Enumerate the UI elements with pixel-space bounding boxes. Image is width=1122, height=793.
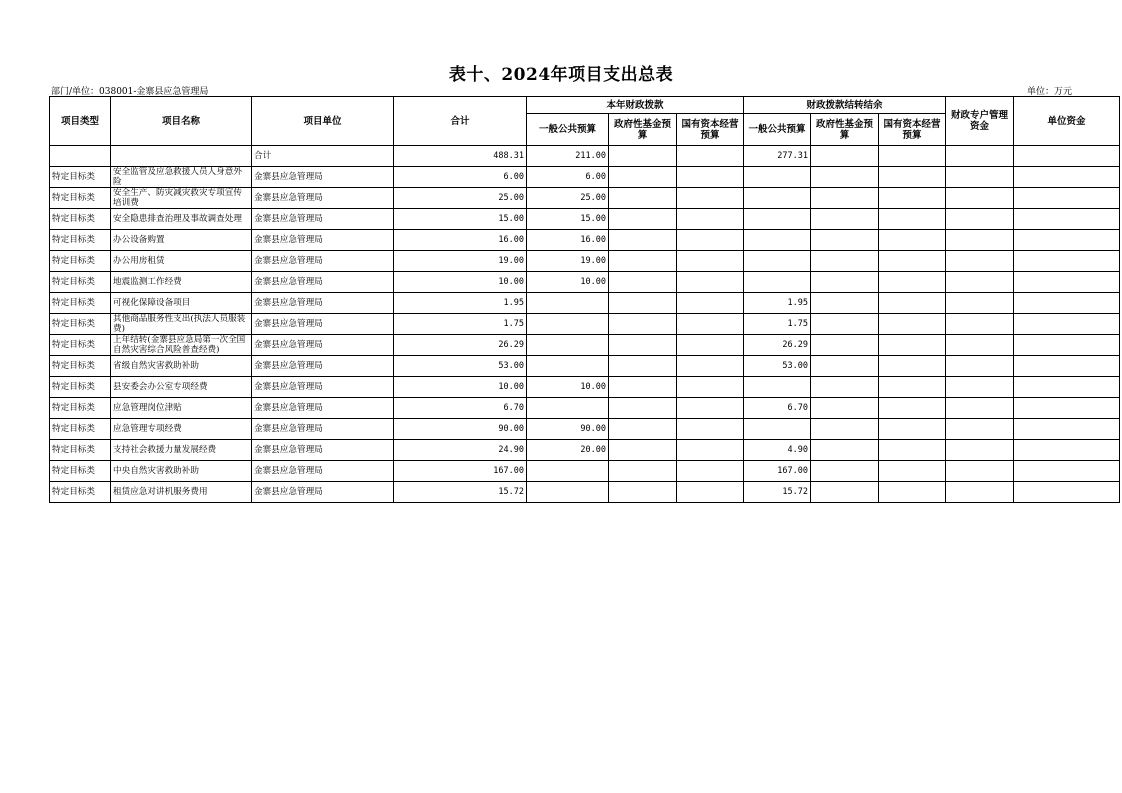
cell-org: 金寨县应急管理局: [252, 188, 394, 209]
cell-general: [527, 398, 609, 419]
cell-state-capital: [677, 167, 744, 188]
cell-org: 金寨县应急管理局: [252, 314, 394, 335]
cell-carry-general: 4.90: [744, 440, 811, 461]
cell-unit-fund: [1014, 314, 1120, 335]
cell-total: 10.00: [394, 272, 527, 293]
cell-special: [946, 440, 1014, 461]
cell-name: 办公用房租赁: [111, 251, 252, 272]
cell-general: [527, 314, 609, 335]
header-gov-fund: 政府性基金预算: [609, 114, 677, 146]
table-row: [50, 314, 1120, 335]
table-row: [50, 293, 1120, 314]
department-label: 部门/单位：038001-金寨县应急管理局: [51, 87, 209, 97]
cell-general: [527, 356, 609, 377]
cell-general: 19.00: [527, 251, 609, 272]
cell-org: 金寨县应急管理局: [252, 209, 394, 230]
cell-general: 16.00: [527, 230, 609, 251]
cell-carry-gov-fund: [811, 167, 879, 188]
table-row: [50, 461, 1120, 482]
cell-type: 特定目标类: [50, 356, 111, 377]
cell-unit-fund: [1014, 146, 1120, 167]
cell-carry-gov-fund: [811, 482, 879, 503]
cell-unit-fund: [1014, 419, 1120, 440]
cell-org: 金寨县应急管理局: [252, 377, 394, 398]
cell-gov-fund: [609, 440, 677, 461]
cell-type: 特定目标类: [50, 398, 111, 419]
cell-carry-state-capital: [879, 356, 946, 377]
header-carry-gov-fund: 政府性基金预算: [811, 114, 879, 146]
cell-total: 26.29: [394, 335, 527, 356]
table-row: [50, 188, 1120, 209]
cell-total: 6.00: [394, 167, 527, 188]
cell-gov-fund: [609, 146, 677, 167]
cell-carry-gov-fund: [811, 335, 879, 356]
cell-state-capital: [677, 146, 744, 167]
cell-carry-general: [744, 209, 811, 230]
cell-state-capital: [677, 188, 744, 209]
table-row: [50, 482, 1120, 503]
cell-unit-fund: [1014, 251, 1120, 272]
cell-name: 支持社会救援力量发展经费: [111, 440, 252, 461]
cell-general: 20.00: [527, 440, 609, 461]
cell-total: 15.00: [394, 209, 527, 230]
cell-carry-general: 15.72: [744, 482, 811, 503]
header-special: 财政专户管理资金: [946, 97, 1014, 146]
cell-carry-gov-fund: [811, 398, 879, 419]
cell-carry-state-capital: [879, 440, 946, 461]
cell-special: [946, 461, 1014, 482]
cell-gov-fund: [609, 461, 677, 482]
cell-gov-fund: [609, 314, 677, 335]
cell-carry-gov-fund: [811, 209, 879, 230]
cell-name: 办公设备购置: [111, 230, 252, 251]
cell-state-capital: [677, 461, 744, 482]
cell-carry-state-capital: [879, 251, 946, 272]
cell-state-capital: [677, 314, 744, 335]
table-row: [50, 419, 1120, 440]
cell-name: 安全隐患排查治理及事故调查处理: [111, 209, 252, 230]
table-row: [50, 377, 1120, 398]
cell-gov-fund: [609, 209, 677, 230]
cell-type: 特定目标类: [50, 272, 111, 293]
cell-unit-fund: [1014, 356, 1120, 377]
cell-carry-state-capital: [879, 398, 946, 419]
cell-type: 特定目标类: [50, 293, 111, 314]
cell-total: 10.00: [394, 377, 527, 398]
cell-special: [946, 167, 1014, 188]
table-row: [50, 230, 1120, 251]
cell-org: 金寨县应急管理局: [252, 272, 394, 293]
cell-carry-general: [744, 167, 811, 188]
cell-type: 特定目标类: [50, 230, 111, 251]
cell-carry-general: 26.29: [744, 335, 811, 356]
cell-gov-fund: [609, 398, 677, 419]
cell-name: 中央自然灾害救助补助: [111, 461, 252, 482]
table-row: [50, 272, 1120, 293]
cell-general: 10.00: [527, 377, 609, 398]
cell-unit-fund: [1014, 461, 1120, 482]
cell-type: 特定目标类: [50, 461, 111, 482]
total-label: 合计: [252, 146, 394, 167]
cell-type: 特定目标类: [50, 377, 111, 398]
total-value: 488.31: [394, 146, 527, 167]
cell-state-capital: [677, 398, 744, 419]
table-row: [50, 251, 1120, 272]
cell-carry-gov-fund: [811, 440, 879, 461]
cell-general: 10.00: [527, 272, 609, 293]
header-total: 合计: [394, 97, 527, 146]
cell-carry-gov-fund: [811, 293, 879, 314]
cell-carry-gov-fund: [811, 314, 879, 335]
cell-org: 金寨县应急管理局: [252, 251, 394, 272]
cell-special: [946, 398, 1014, 419]
cell-type: 特定目标类: [50, 419, 111, 440]
cell-special: [946, 272, 1014, 293]
cell-state-capital: [677, 230, 744, 251]
cell-carry-general: [744, 230, 811, 251]
cell-carry-state-capital: [879, 188, 946, 209]
cell-name: 应急管理专项经费: [111, 419, 252, 440]
cell-name: 上年结转(金寨县应急局第一次全国自然灾害综合风险普查经费): [111, 335, 252, 356]
cell-type: 特定目标类: [50, 167, 111, 188]
cell-type: 特定目标类: [50, 314, 111, 335]
cell-special: [946, 146, 1014, 167]
cell-state-capital: [677, 209, 744, 230]
cell-total: 90.00: [394, 419, 527, 440]
cell-name: 省级自然灾害救助补助: [111, 356, 252, 377]
cell-special: [946, 356, 1014, 377]
header-general: 一般公共预算: [527, 114, 609, 146]
cell-carry-general: [744, 377, 811, 398]
cell-unit-fund: [1014, 377, 1120, 398]
cell-org: 金寨县应急管理局: [252, 398, 394, 419]
cell-unit-fund: [1014, 335, 1120, 356]
cell-name: 租赁应急对讲机服务费用: [111, 482, 252, 503]
cell-gov-fund: [609, 188, 677, 209]
header-carry-general: 一般公共预算: [744, 114, 811, 146]
cell-carry-state-capital: [879, 377, 946, 398]
cell-state-capital: [677, 377, 744, 398]
cell-carry-gov-fund: [811, 251, 879, 272]
cell-name: 其他商品服务性支出(执法人员服装费): [111, 314, 252, 335]
cell-type: 特定目标类: [50, 209, 111, 230]
cell-special: [946, 293, 1014, 314]
cell-carry-general: 1.75: [744, 314, 811, 335]
cell-carry-general: 6.70: [744, 398, 811, 419]
cell-state-capital: [677, 419, 744, 440]
cell-unit-fund: [1014, 209, 1120, 230]
cell-unit-fund: [1014, 272, 1120, 293]
table-row: [50, 398, 1120, 419]
cell-gov-fund: [609, 356, 677, 377]
cell-org: 金寨县应急管理局: [252, 230, 394, 251]
cell-carry-general: [744, 251, 811, 272]
cell-special: [946, 230, 1014, 251]
cell-carry-gov-fund: [811, 419, 879, 440]
cell-name: 可视化保障设备项目: [111, 293, 252, 314]
cell-carry-gov-fund: [811, 188, 879, 209]
cell-org: 金寨县应急管理局: [252, 419, 394, 440]
header-group-current: 本年财政拨款: [527, 97, 744, 114]
cell-org: 金寨县应急管理局: [252, 482, 394, 503]
cell-total: 6.70: [394, 398, 527, 419]
cell-general: [527, 293, 609, 314]
cell-special: [946, 251, 1014, 272]
cell-general: [527, 461, 609, 482]
cell-gov-fund: [609, 482, 677, 503]
cell-carry-gov-fund: [811, 146, 879, 167]
cell-gov-fund: [609, 230, 677, 251]
cell-total: 53.00: [394, 356, 527, 377]
cell-general: 6.00: [527, 167, 609, 188]
cell-type: 特定目标类: [50, 482, 111, 503]
cell-org: 金寨县应急管理局: [252, 293, 394, 314]
cell-state-capital: [677, 251, 744, 272]
cell-general: [527, 482, 609, 503]
cell-general: 25.00: [527, 188, 609, 209]
header-state-capital: 国有资本经营预算: [677, 114, 744, 146]
cell-total: 1.95: [394, 293, 527, 314]
cell-carry-state-capital: [879, 230, 946, 251]
cell-carry-gov-fund: [811, 461, 879, 482]
cell-carry-general: [744, 419, 811, 440]
cell-gov-fund: [609, 272, 677, 293]
cell-total: 24.90: [394, 440, 527, 461]
cell-total: 15.72: [394, 482, 527, 503]
cell-gov-fund: [609, 293, 677, 314]
cell-unit-fund: [1014, 293, 1120, 314]
cell-type: 特定目标类: [50, 440, 111, 461]
cell-type: 特定目标类: [50, 251, 111, 272]
cell-name: [111, 146, 252, 167]
cell-total: 25.00: [394, 188, 527, 209]
cell-special: [946, 209, 1014, 230]
cell-general: 15.00: [527, 209, 609, 230]
cell-carry-state-capital: [879, 314, 946, 335]
cell-carry-general: [744, 272, 811, 293]
header-org: 项目单位: [252, 97, 394, 146]
table-row: [50, 335, 1120, 356]
cell-org: 金寨县应急管理局: [252, 461, 394, 482]
cell-carry-gov-fund: [811, 230, 879, 251]
cell-carry-gov-fund: [811, 272, 879, 293]
cell-total: 16.00: [394, 230, 527, 251]
cell-name: 地震监测工作经费: [111, 272, 252, 293]
table-row: [50, 440, 1120, 461]
cell-type: 特定目标类: [50, 335, 111, 356]
header-unit-fund: 单位资金: [1014, 97, 1120, 146]
header-carry-state-capital: 国有资本经营预算: [879, 114, 946, 146]
cell-org: 金寨县应急管理局: [252, 335, 394, 356]
cell-org: 金寨县应急管理局: [252, 356, 394, 377]
cell-carry-state-capital: [879, 335, 946, 356]
cell-carry-state-capital: [879, 482, 946, 503]
cell-carry-state-capital: [879, 167, 946, 188]
cell-unit-fund: [1014, 440, 1120, 461]
cell-carry-state-capital: [879, 146, 946, 167]
unit-label: 单位：万元: [1026, 87, 1072, 97]
cell-state-capital: [677, 293, 744, 314]
cell-name: 县安委会办公室专项经费: [111, 377, 252, 398]
cell-general: 90.00: [527, 419, 609, 440]
cell-carry-general: 167.00: [744, 461, 811, 482]
page-title: 表十、2024年项目支出总表: [448, 65, 674, 85]
cell-state-capital: [677, 440, 744, 461]
cell-state-capital: [677, 272, 744, 293]
cell-unit-fund: [1014, 167, 1120, 188]
cell-carry-state-capital: [879, 461, 946, 482]
cell-org: 金寨县应急管理局: [252, 167, 394, 188]
cell-total: 1.75: [394, 314, 527, 335]
cell-special: [946, 377, 1014, 398]
cell-state-capital: [677, 335, 744, 356]
cell-name: 安全生产、防灾减灾救灾专项宣传培训费: [111, 188, 252, 209]
cell-general: [527, 335, 609, 356]
total-general: 211.00: [527, 146, 609, 167]
cell-gov-fund: [609, 419, 677, 440]
cell-type: 特定目标类: [50, 188, 111, 209]
header-name: 项目名称: [111, 97, 252, 146]
cell-type: [50, 146, 111, 167]
cell-total: 19.00: [394, 251, 527, 272]
cell-unit-fund: [1014, 398, 1120, 419]
cell-special: [946, 335, 1014, 356]
cell-carry-gov-fund: [811, 377, 879, 398]
cell-carry-state-capital: [879, 419, 946, 440]
header-type: 项目类型: [50, 97, 111, 146]
cell-name: 应急管理岗位津贴: [111, 398, 252, 419]
cell-state-capital: [677, 356, 744, 377]
cell-total: 167.00: [394, 461, 527, 482]
cell-carry-general: 53.00: [744, 356, 811, 377]
cell-gov-fund: [609, 251, 677, 272]
table-row: [50, 209, 1120, 230]
total-carry-general: 277.31: [744, 146, 811, 167]
cell-special: [946, 314, 1014, 335]
cell-gov-fund: [609, 377, 677, 398]
cell-carry-state-capital: [879, 293, 946, 314]
cell-carry-state-capital: [879, 209, 946, 230]
project-expenditure-table: [49, 96, 1120, 503]
cell-unit-fund: [1014, 482, 1120, 503]
header-group-carry: 财政拨款结转结余: [744, 97, 946, 114]
cell-gov-fund: [609, 335, 677, 356]
cell-special: [946, 419, 1014, 440]
cell-special: [946, 482, 1014, 503]
cell-carry-gov-fund: [811, 356, 879, 377]
cell-carry-general: 1.95: [744, 293, 811, 314]
total-row: [50, 146, 1120, 167]
cell-unit-fund: [1014, 188, 1120, 209]
cell-state-capital: [677, 482, 744, 503]
cell-name: 安全监管及应急救援人员人身意外险: [111, 167, 252, 188]
cell-carry-general: [744, 188, 811, 209]
cell-org: 金寨县应急管理局: [252, 440, 394, 461]
cell-unit-fund: [1014, 230, 1120, 251]
cell-carry-state-capital: [879, 272, 946, 293]
table-row: [50, 356, 1120, 377]
cell-special: [946, 188, 1014, 209]
cell-gov-fund: [609, 167, 677, 188]
table-row: [50, 167, 1120, 188]
